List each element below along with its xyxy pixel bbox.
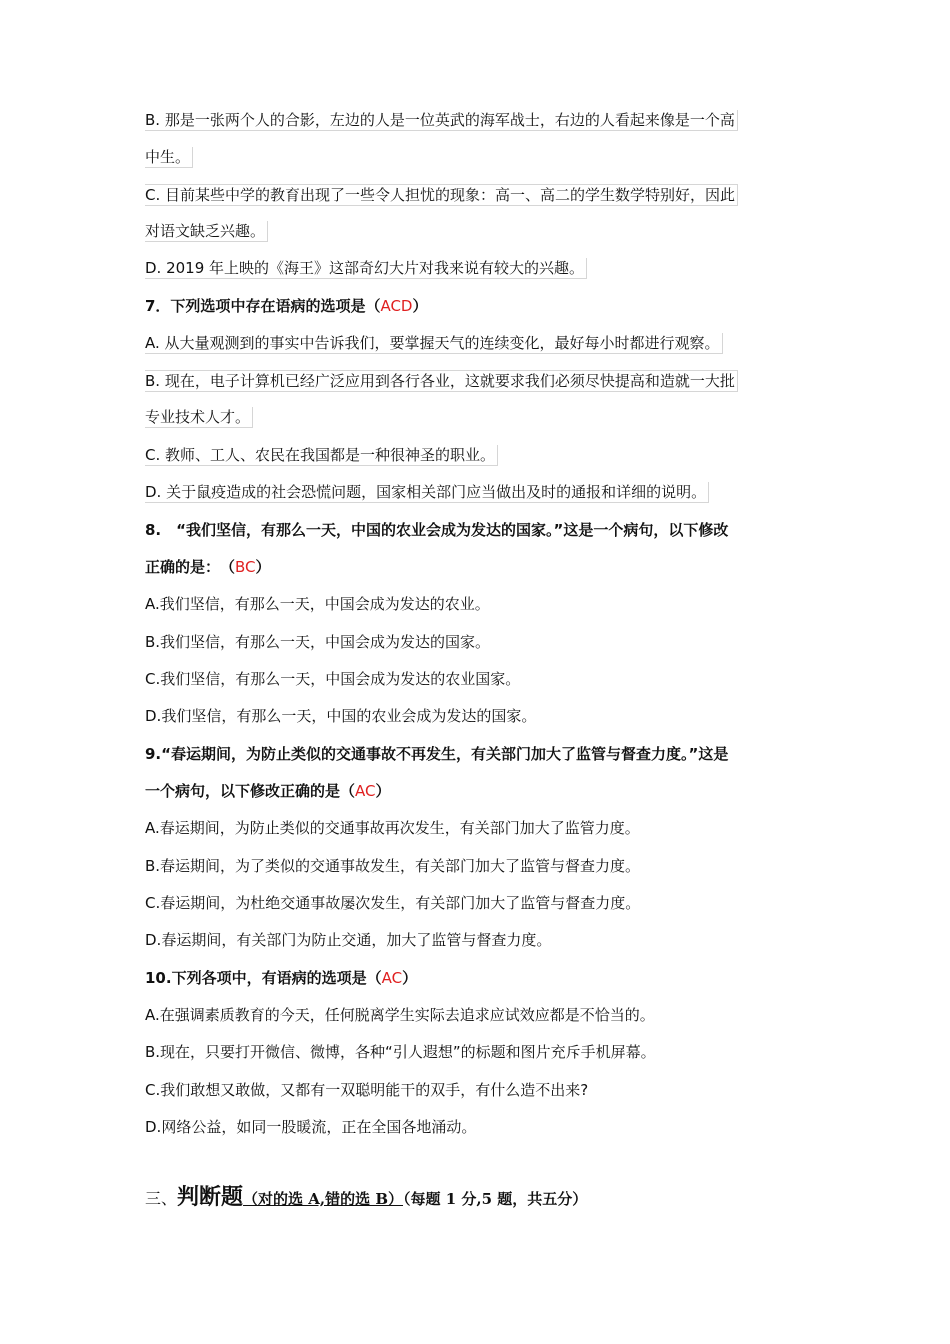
question-10-stem — [145, 968, 417, 988]
q7-option-a: A. 从大量观测到的事实中告诉我们，要掌握天气的连续变化，最好每小时都进行观察。 — [145, 333, 723, 354]
q8-option-a: A.我们坚信，有那么一天，中国会成为发达的农业。 — [145, 595, 490, 613]
q10-option-c: C.我们敢想又敢做，又都有一双聪明能干的双手，有什么造不出来? — [145, 1081, 589, 1099]
q9-option-a: A.春运期间，为防止类似的交通事故再次发生，有关部门加大了监管力度。 — [145, 819, 640, 837]
q9-close: ） — [375, 782, 391, 800]
q8-option-d: D.我们坚信，有那么一天，中国的农业会成为发达的国家。 — [145, 707, 537, 725]
q8-option-b: B.我们坚信，有那么一天，中国会成为发达的国家。 — [145, 633, 491, 651]
q8-close: ） — [255, 558, 271, 576]
option-c-line2: 对语文缺乏兴趣。 — [145, 221, 268, 242]
question-7-stem — [145, 296, 428, 316]
section-title: 判断题 — [177, 1184, 244, 1210]
q10-answer: AC — [381, 969, 403, 987]
question-8-stem-line1: 8. “我们坚信，有那么一天，中国的农业会成为发达的国家。”这是一个病句，以下修改 — [145, 521, 729, 539]
question-8-stem-line2 — [145, 557, 271, 577]
q7-answer: ACD — [380, 297, 413, 315]
section-subtitle: （对的选 A,错的选 B） — [243, 1190, 404, 1208]
q7-option-b-line1: B. 现在，电子计算机已经广泛应用到各行各业，这就要求我们必须尽快提高和造就一大批 — [145, 370, 738, 392]
q7-option-c: C. 教师、工人、农民在我国都是一种很神圣的职业。 — [145, 445, 498, 466]
q10-option-a: A.在强调素质教育的今天，任何脱离学生实际去追求应试效应都是不恰当的。 — [145, 1006, 655, 1024]
q10-option-b: B.现在，只要打开微信、微博，各种“引人遐想”的标题和图片充斥手机屏幕。 — [145, 1043, 656, 1061]
q10-stem-text: 10.下列各项中，有语病的选项是（ — [145, 969, 382, 987]
q7-option-b-line2: 专业技术人才。 — [145, 407, 253, 428]
question-9-stem-line2 — [145, 781, 391, 801]
section-note: （每题 1 分,5 题，共五分） — [403, 1190, 588, 1208]
option-c-line1: C. 目前某些中学的教育出现了一些令人担忧的现象：高一、高二的学生数学特别好，因此 — [145, 184, 738, 206]
question-9-stem-line1: 9.“春运期间，为防止类似的交通事故不再发生，有关部门加大了监管与督查力度。”这是 — [145, 745, 729, 763]
option-d-line: D. 2019 年上映的《海王》这部奇幻大片对我来说有较大的兴趣。 — [145, 258, 587, 279]
q9-answer: AC — [355, 782, 376, 800]
q8-stem-text: 正确的是： （ — [145, 558, 236, 576]
q9-stem-text: 一个病句，以下修改正确的是（ — [145, 782, 356, 800]
section-heading — [145, 1180, 587, 1211]
q8-option-c: C.我们坚信，有那么一天，中国会成为发达的农业国家。 — [145, 670, 521, 688]
q9-option-b: B.春运期间，为了类似的交通事故发生，有关部门加大了监管与督查力度。 — [145, 857, 641, 875]
option-b-line2: 中生。 — [145, 147, 193, 168]
q7-close: ） — [412, 297, 428, 315]
option-b-line1: B. 那是一张两个人的合影，左边的人是一位英武的海军战士，右边的人看起来像是一个高 — [145, 110, 738, 131]
q7-option-d: D. 关于鼠疫造成的社会恐慌问题，国家相关部门应当做出及时的通报和详细的说明。 — [145, 482, 709, 503]
q8-answer: BC — [235, 558, 256, 576]
section-prefix: 三、 — [145, 1189, 178, 1208]
q9-option-d: D.春运期间，有关部门为防止交通，加大了监管与督查力度。 — [145, 931, 552, 949]
q10-close: ） — [402, 969, 418, 987]
q9-option-c: C.春运期间，为杜绝交通事故屡次发生，有关部门加大了监管与督查力度。 — [145, 894, 641, 912]
q7-stem-text: 7．下列选项中存在语病的选项是（ — [145, 297, 381, 315]
q10-option-d: D.网络公益，如同一股暖流，正在全国各地涌动。 — [145, 1118, 477, 1136]
